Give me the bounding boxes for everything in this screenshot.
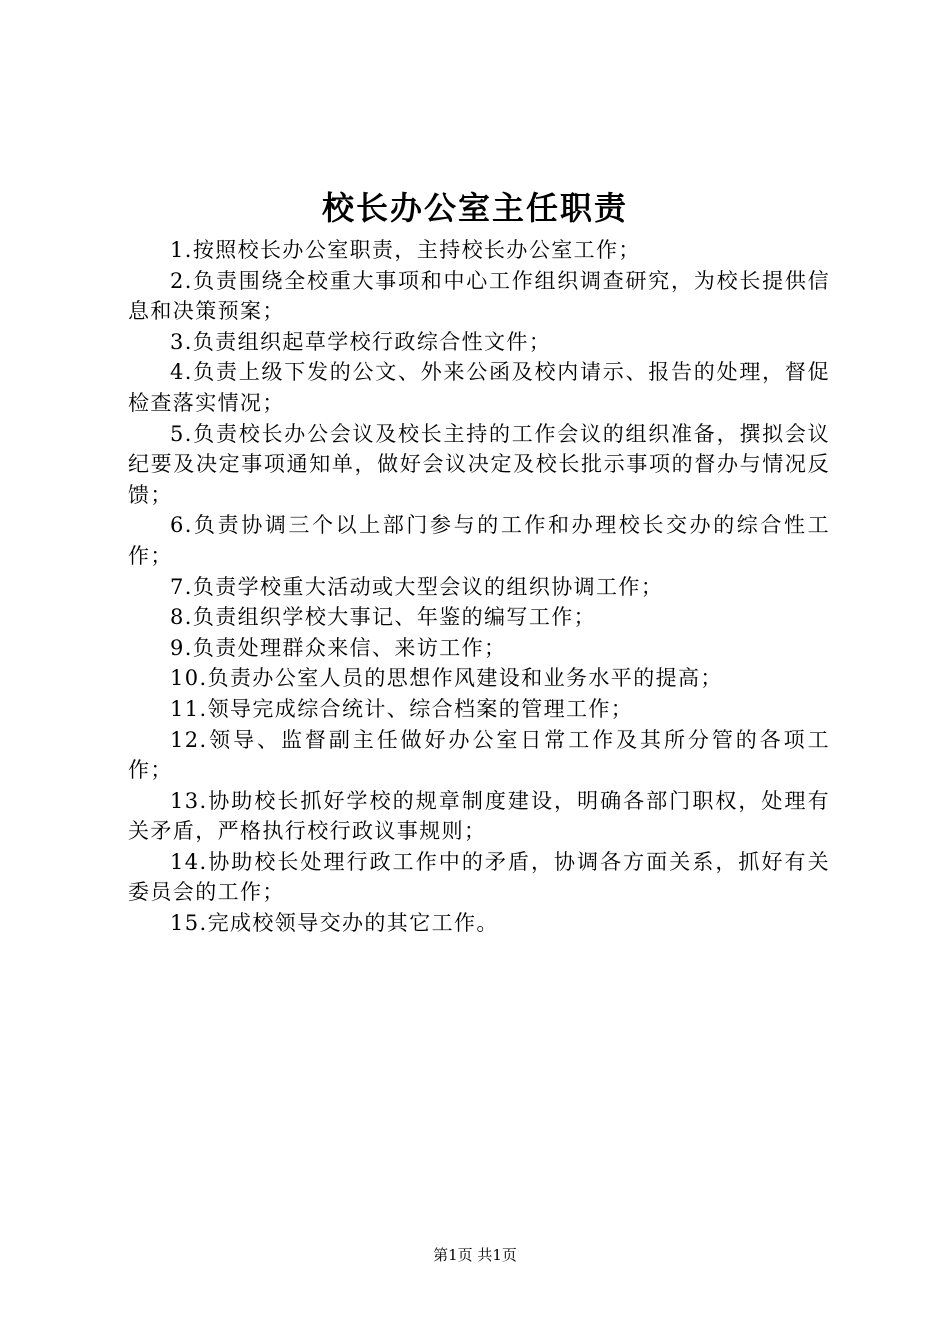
paragraph-2: 2.负责围绕全校重大事项和中心工作组织调查研究，为校长提供信息和决策预案； xyxy=(128,268,830,324)
paragraph-11: 11.领导完成综合统计、综合档案的管理工作； xyxy=(170,696,634,721)
paragraph-9: 9.负责处理群众来信、来访工作； xyxy=(170,635,507,660)
paragraph-14: 14.协助校长处理行政工作中的矛盾，协调各方面关系，抓好有关委员会的工作； xyxy=(128,849,830,905)
paragraph-8: 8.负责组织学校大事记、年鉴的编写工作； xyxy=(170,605,597,630)
paragraph-15: 15.完成校领导交办的其它工作。 xyxy=(170,911,499,936)
document-title: 校长办公室主任职责 xyxy=(321,189,628,227)
document-body xyxy=(128,235,830,939)
paragraph-13: 13.协助校长抓好学校的规章制度建设，明确各部门职权，处理有关矛盾，严格执行校行政议事规则； xyxy=(128,788,830,844)
paragraph-5: 5.负责校长办公会议及校长主持的工作会议的组织准备，撰拟会议纪要及决定事项通知单，做好会议决定及校长批示事项的督办与情况反馈； xyxy=(128,421,830,507)
paragraph-1: 1.按照校长办公室职责，主持校长办公室工作； xyxy=(170,238,641,262)
paragraph-3: 3.负责组织起草学校行政综合性文件； xyxy=(170,329,552,354)
paragraph-7: 7.负责学校重大活动或大型会议的组织协调工作； xyxy=(170,574,664,599)
page-footer: 第1页 共1页 xyxy=(433,1246,517,1264)
paragraph-4: 4.负责上级下发的公文、外来公函及校内请示、报告的处理，督促检查落实情况； xyxy=(128,360,830,415)
paragraph-10: 10.负责办公室人员的思想作风建设和业务水平的提高； xyxy=(170,666,723,691)
paragraph-12: 12.领导、监督副主任做好办公室日常工作及其所分管的各项工作； xyxy=(128,727,830,783)
paragraph-6: 6.负责协调三个以上部门参与的工作和办理校长交办的综合性工作； xyxy=(128,513,830,568)
